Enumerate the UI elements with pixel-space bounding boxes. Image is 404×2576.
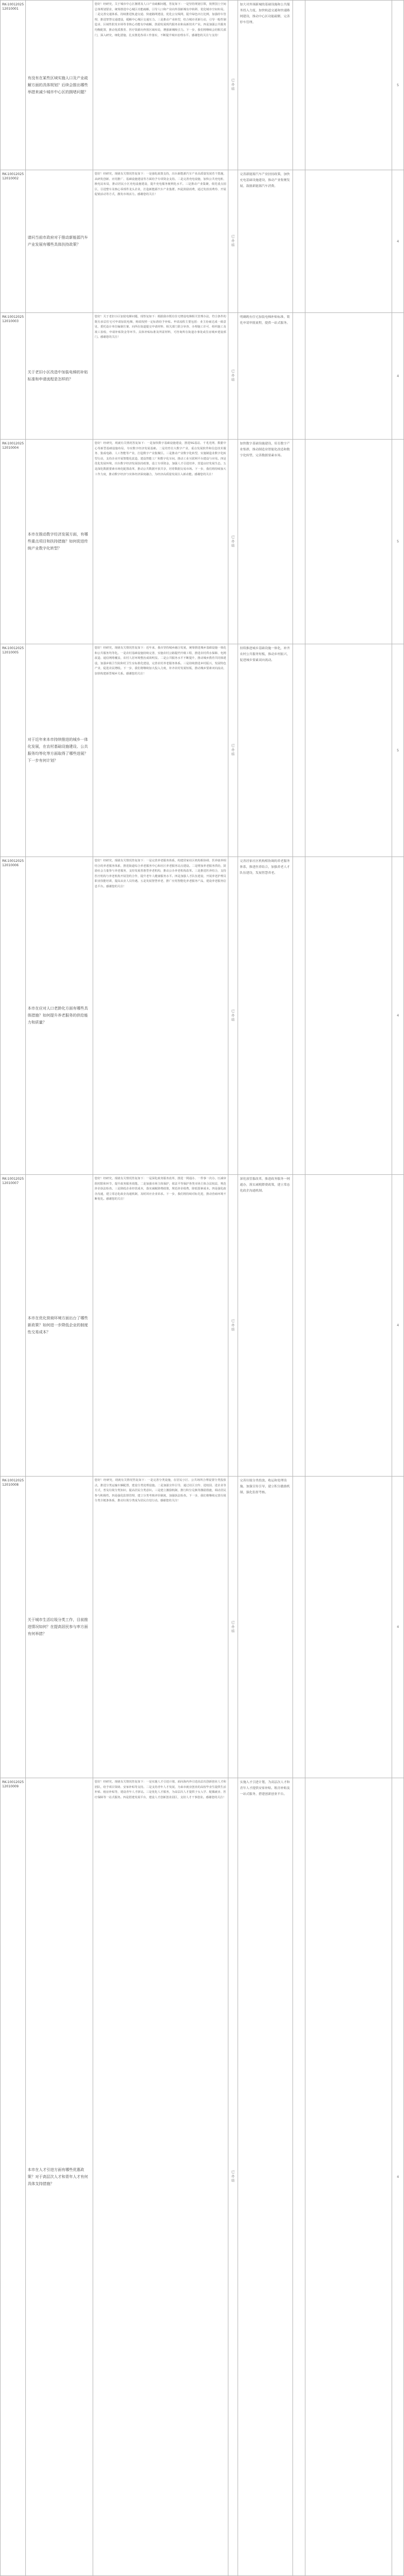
spacer-cell [292, 1175, 305, 1477]
record-id: RK-1001202512010004 [1, 440, 26, 644]
status-text: 已办结 [228, 857, 238, 1175]
reply-summary: 完善垃圾分类投放、收运和处理设施，加强宣传引导，建立积分激励机制，强化监督考核。 [238, 1477, 292, 1778]
rank-value: 4 [392, 313, 404, 440]
rank-value: 4 [392, 170, 404, 313]
answer-text: 您好！经研究，现就有关情况答复如下：近年来，我市坚持城乡融合发展，统筹推进城乡基础设施一体化和公共服务均等化。一是农村基础设施持续完善，实施农村公路提档升级工程，推进农村供水保障、电网改造、通信网络覆盖，农村人居环境整治成效明显。二是公共服务水平不断提升，推动城乡教育共同体建设，加强乡镇卫生院和村卫生室标准化建设，完善农村养老服务体系。三是持续推进乡村振兴，发展特色产业，促进农民增收。下一步，我们将继续加大投入力度，补齐农村发展短板，推动城乡要素双向流动，加快构建新型城乡关系。感谢您的关注！ [93, 644, 228, 857]
remark-text [305, 440, 392, 644]
record-id: RK-1001202512010001 [1, 1, 26, 170]
question-text: 请问当前市政府对于推动新能源汽车产业发展有哪些具体扶持政策？ [26, 170, 93, 313]
question-text: 本市在人才引进方面有哪些优惠政策？对于高层次人才和青年人才有何具体支持措施？ [26, 1778, 93, 2576]
question-text: 关于城市生活垃圾分类工作，目前推进情况如何？在提高居民参与率方面有何举措？ [26, 1477, 93, 1778]
status-text: 已办结 [228, 1, 238, 170]
rank-value: 5 [392, 440, 404, 644]
reply-summary: 完善居家社区机构相协调的养老服务体系，推进医养结合，加强养老人才队伍建设，发展智慧养老。 [238, 857, 292, 1175]
reply-summary: 加快数字基础设施建设，培育数字产业集群，推动制造业智能化改造和数字化转型，完善数据要素市场。 [238, 440, 292, 644]
question-text: 本市在推动数字经济发展方面，有哪些重点项目和扶持措施？如何促进传统产业数字化转型？ [26, 440, 93, 644]
rank-value: 4 [392, 1175, 404, 1477]
table-row [1, 1, 404, 170]
spacer-cell [292, 644, 305, 857]
spacer-cell [292, 1, 305, 170]
status-text: 已办结 [228, 440, 238, 644]
question-text: 本市在应对人口老龄化方面有哪些具体措施？如何提升养老服务的供给能力和质量？ [26, 857, 93, 1175]
rank-value: 4 [392, 1477, 404, 1778]
answer-text: 您好！关于老旧小区加装电梯问题，现答复如下：根据我市既有住宅增设电梯相关管理办法，符合条件的既有多层住宅可申请加装电梯，财政按照一定标准给予补贴。申请流程主要包括：业主协商达成一致意见、委托设计单位编制方案、向所在街道提交申请材料、相关部门联合审查、办理施工许可、组织施工及竣工验收、申请补贴资金等环节。具体补贴标准及所需材料，可咨询所在街道办事处或住房城乡建设部门。感谢您的关注！ [93, 313, 228, 440]
remark-text [305, 170, 392, 313]
remark-text [305, 1, 392, 170]
status-text: 已办结 [228, 644, 238, 857]
reply-summary: 持续推进城乡基础设施一体化，补齐农村公共服务短板，推动乡村振兴，促进城乡要素双向流动。 [238, 644, 292, 857]
answer-text: 您好！经研究，关于城市中心区拥堵及人口产业疏解问题，答复如下：一是坚持规划引领，按照国土空间总体规划要求，统筹推进中心城区功能疏解，引导人口和产业向外围新城有序转移，优化城市空间布局。二是完善交通体系，持续推进轨道交通、快速路网建设，优化公交线网，提升绿色出行比例，加强停车管理，推进智慧交通建设，缓解中心城区交通压力。三是推动产业转型，结合城市更新行动，引导一般性制造业、区域性批发市场等非核心功能有序疏解，鼓励发展现代服务业和高新技术产业。四是加强公共服务均衡配置，推动优质教育、医疗资源向外围区域布局，增强新城吸引力。下一步，我们将继续会同相关部门，深入研究，细化措施，扎实推进各项工作落实，不断提升城市治理水平。感谢您的关注与支持！ [93, 1, 228, 170]
rank-value: 5 [392, 1, 404, 170]
question-text: 对于近年来本市持续推进的城乡一体化发展，在农村基础设施建设、公共服务均等化等方面取得了哪些进展？下一步有何计划？ [26, 644, 93, 857]
table-row [1, 644, 404, 857]
spacer-cell [292, 1477, 305, 1778]
record-id: RK-1001202512010007 [1, 1175, 26, 1477]
rank-value: 4 [392, 857, 404, 1175]
question-text: 关于老旧小区改造中加装电梯的补贴标准和申请流程是怎样的？ [26, 313, 93, 440]
table-row [1, 1175, 404, 1477]
answer-text: 您好！经研究，现就有关情况答复如下：一是实施人才引进计划，面向海内外引进高层次创新创业人才和团队，给予项目资助、安家补贴等支持。二是支持青年人才发展，为来市就业创业的高校毕业生提供生活补贴、租房补贴等，建设青年人才驿站。三是优化人才服务，为高层次人才提供子女入学、配偶就业、医疗保障等一站式服务。四是搭建发展平台，建设人才创新创业园区，支持人才干事创业。感谢您的关注！ [93, 1778, 228, 2576]
reply-summary: 实施人才引进计划，为高层次人才和青年人才提供安家补贴、租房补贴及一站式服务，搭建创新创业平台。 [238, 1778, 292, 2576]
record-id: RK-1001202512010002 [1, 170, 26, 313]
reply-summary: 明确既有住宅加装电梯补贴标准，简化申请审批流程，提供一站式服务。 [238, 313, 292, 440]
spacer-cell [292, 857, 305, 1175]
remark-text [305, 313, 392, 440]
rank-value: 5 [392, 644, 404, 857]
remark-text [305, 644, 392, 857]
answer-text: 您好！经研究，现就有关情况答复如下：一是加快数字基础设施建设，推进5G基站、千兆光网、数据中心等新型基础设施布局，夯实数字经济发展基础。二是培育壮大数字产业，重点发展软件和信息技术服务、集成电路、人工智能等产业，打造数字产业集聚区。三是推动产业数字化转型，实施制造业数字化转型行动，支持企业开展智能化改造，建设智能工厂和数字化车间，推动工业互联网平台建设与应用。四是优化发展环境，出台数字经济发展扶持政策，设立专项资金，加强人才引进培养，营造良好发展生态。五是深化数据要素市场化配置改革，推动公共数据开放共享，培育数据交易市场。下一步，我们将持续加大工作力度，推动数字经济与实体经济深度融合，为经济高质量发展注入新动能。感谢您的关注！ [93, 440, 228, 644]
record-id: RK-1001202512010009 [1, 1778, 26, 2576]
question-text: 本市在优化营商环境方面出台了哪些新政策？如何进一步降低企业的制度性交易成本？ [26, 1175, 93, 1477]
table-row [1, 313, 404, 440]
table-row [1, 440, 404, 644]
answer-text: 您好！经研究，现就有关情况答复如下：一是完善分类设施，在居民小区、公共场所合理设置分类投放点，推进分类运输车辆配置，建设分类处理设施。二是加强宣传引导，通过社区宣传、进校园、进企业等方式，普及垃圾分类知识，提高居民分类意识。三是建立激励机制，推行积分兑换等激励措施，调动居民参与积极性。四是强化监督管理，建立分类考核评价制度，加强执法检查。下一步，我们将继续完善垃圾分类全链条体系，推动垃圾分类成为居民自觉行动。感谢您的关注！ [93, 1477, 228, 1778]
remark-text [305, 1477, 392, 1778]
status-text: 已办结 [228, 1778, 238, 2576]
reply-summary: 深化放管服改革，推进政务服务一网通办，落实减税降费政策，建立常态化政企沟通机制。 [238, 1175, 292, 1477]
spacer-cell [292, 170, 305, 313]
table-row [1, 1477, 404, 1778]
status-text: 已办结 [228, 170, 238, 313]
table-row [1, 170, 404, 313]
record-id: RK-1001202512010003 [1, 313, 26, 440]
answer-text: 您好！经研究，现就有关情况答复如下：一是完善养老服务体系，构建居家社区机构相协调、医养康养相结合的养老服务体系，推进街道综合养老服务中心和社区养老服务站点建设。二是增加养老服务供给，鼓励社会力量参与养老服务，支持发展普惠型养老机构，推动公办养老机构改革。三是推进医养结合，支持医疗机构与养老机构开展签约合作，提升老年人健康服务水平。四是加强人才队伍建设，开展养老护理员职业技能培训，提高从业人员待遇。五是发展智慧养老，推广应用智能化养老服务产品，建设养老服务信息平台。感谢您的关注！ [93, 857, 228, 1175]
reply-table-body [1, 1, 404, 2576]
record-id: RK-1001202512010006 [1, 857, 26, 1175]
status-text: 已办结 [228, 1175, 238, 1477]
record-id: RK-1001202512010005 [1, 644, 26, 857]
answer-text: 您好！经研究，现就有关情况答复如下：一是深化政务服务改革，推进一网通办、一件事一次办，压减审批时限和环节，提升政务服务效能。二是加强市场主体保护，依法平等保护各类市场主体合法权益，规范涉企执法检查。三是降低企业经营成本，落实减税降费政策，规范涉企收费，降低要素成本。四是强化政企沟通，建立常态化政企沟通机制，及时回应企业诉求。下一步，我们将持续对标先进，推动营商环境不断优化。感谢您的关注！ [93, 1175, 228, 1477]
reply-summary: 加大对外围新城的基础设施和公共服务投入力度，加快轨道交通和快速路网建设，推动中心区功能疏解，完善停车管理。 [238, 1, 292, 170]
reply-summary: 完善新能源汽车产业扶持政策，加快充电基础设施建设，推动产业集聚发展，鼓励新能源汽车消费。 [238, 170, 292, 313]
status-text: 已办结 [228, 313, 238, 440]
table-row [1, 857, 404, 1175]
rank-value: 4 [392, 1778, 404, 2576]
spacer-cell [292, 1778, 305, 2576]
question-text: 有没有在某些区域实施人口及产业疏解方面的具体规划？后续会推出哪些举措来减少城市中心区的拥堵问题？ [26, 1, 93, 170]
answer-text: 您好！经研究，现就有关情况答复如下：一是强化政策支持，出台新能源汽车产业高质量发展若干措施，从研发创新、应用推广、基础设施建设等方面给予专项资金支持。二是完善充电设施，加快公共充电桩、换电站布局，推动居民小区充电设施建设，提升充电服务便利化水平。三是推动产业集聚，依托重点园区，引进整车及核心零部件龙头企业，打造新能源汽车产业集群。四是鼓励消费，通过发放消费券、开展促销活动等方式，激发市场活力。感谢您的关注！ [93, 170, 228, 313]
spacer-cell [292, 313, 305, 440]
remark-text [305, 1175, 392, 1477]
remark-text [305, 857, 392, 1175]
record-id: RK-1001202512010008 [1, 1477, 26, 1778]
spacer-cell [292, 440, 305, 644]
remark-text [305, 1778, 392, 2576]
table-row [1, 1778, 404, 2576]
status-text: 已办结 [228, 1477, 238, 1778]
